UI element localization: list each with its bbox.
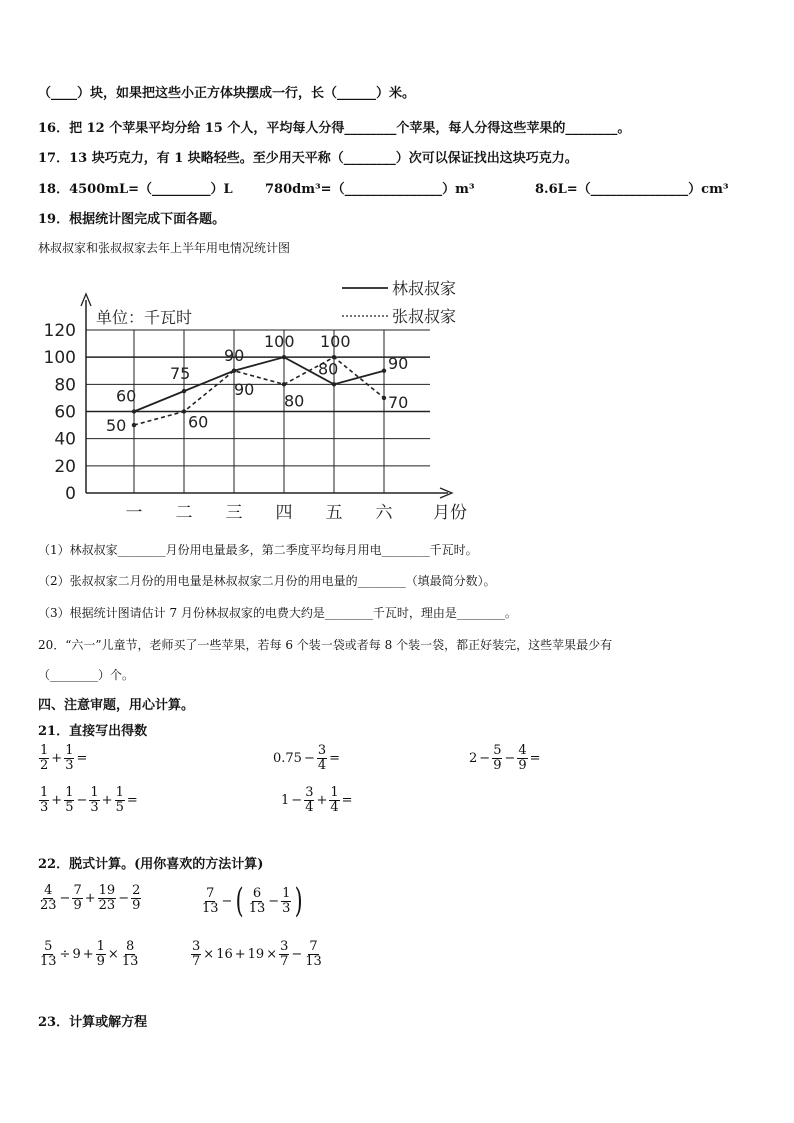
number: 16 — [216, 946, 233, 962]
data-label: 75 — [170, 364, 191, 384]
data-point — [282, 382, 286, 386]
operator: − — [59, 890, 71, 906]
question-23: 23．计算或解方程 — [38, 1015, 148, 1030]
number: 2 — [469, 750, 478, 766]
data-label: 60 — [116, 386, 137, 406]
fraction: $\frac{4}{23}$ — [40, 883, 57, 913]
x-tick-label: 六 — [375, 503, 393, 523]
fraction: $\frac{3}{7}$ — [192, 939, 201, 969]
fraction: $\frac{3}{7}$ — [280, 939, 289, 969]
x-tick-label: 二 — [175, 503, 193, 523]
fraction: $\frac{3}{4}$ — [317, 743, 327, 773]
number: 0.75 — [273, 750, 302, 766]
question-22: 22．脱式计算。(用你喜欢的方法计算) — [38, 857, 264, 872]
q21-expression-b — [272, 744, 341, 772]
unit-label: 单位：千瓦时 — [96, 308, 193, 327]
data-point — [132, 423, 136, 427]
number: 19 — [247, 946, 265, 962]
electricity-line-chart — [30, 268, 490, 528]
parenthesis: ) — [295, 881, 304, 921]
q21-expression-e — [280, 786, 354, 814]
operator: − — [221, 893, 233, 909]
operator: = — [529, 750, 541, 766]
operator: − — [291, 946, 303, 962]
data-point — [232, 369, 236, 373]
q22-expression-b — [200, 881, 306, 921]
fraction: $\frac{6}{13}$ — [248, 885, 266, 916]
fraction: $\frac{1}{3}$ — [90, 785, 99, 815]
data-point — [282, 355, 286, 359]
operator: − — [303, 750, 315, 766]
question-21: 21．直接写出得数 — [38, 724, 148, 739]
data-label: 90 — [388, 353, 409, 373]
fraction: $\frac{1}{9}$ — [96, 939, 105, 969]
data-point — [132, 409, 136, 413]
operator: × — [107, 946, 119, 962]
operator: × — [266, 946, 278, 962]
operator: − — [76, 792, 88, 808]
y-tick-label: 20 — [54, 456, 76, 477]
data-label: 60 — [188, 412, 209, 432]
question-20-line-2: （________）个。 — [38, 668, 135, 682]
operator: = — [126, 792, 138, 808]
x-axis-title: 月份 — [433, 503, 467, 523]
data-label: 80 — [284, 391, 305, 411]
fraction: $\frac{19}{23}$ — [98, 883, 116, 913]
operator: + — [51, 750, 63, 766]
data-point — [182, 409, 186, 413]
question-18-part-a: 18．4500mL=（_________）L — [38, 182, 233, 197]
y-tick-label: 100 — [43, 348, 76, 369]
section-four-heading: 四、注意审题，用心计算。 — [38, 698, 195, 713]
operator: = — [329, 750, 341, 766]
operator: + — [316, 792, 328, 808]
fraction: $\frac{1}{5}$ — [65, 785, 74, 815]
fraction: $\frac{1}{5}$ — [115, 785, 124, 815]
fraction: $\frac{1}{3}$ — [40, 785, 49, 815]
y-tick-label: 0 — [65, 484, 76, 504]
y-tick-label: 40 — [54, 429, 76, 450]
question-18-part-c: 8.6L=（_______________）cm³ — [535, 182, 729, 197]
fraction: $\frac{1}{2}$ — [40, 743, 49, 773]
legend-label: 林叔叔家 — [392, 279, 457, 298]
question-16: 16．把 12 个苹果平均分给 15 个人，平均每人分得________个苹果，每人分得这些苹果的________。 — [38, 121, 631, 136]
operator: + — [51, 792, 63, 808]
q15-continuation: （____）块，如果把这些小正方体块摆成一行，长（______）米。 — [38, 86, 416, 101]
operator: − — [118, 890, 130, 906]
q21-expression-a — [38, 744, 88, 772]
fraction: $\frac{7}{13}$ — [305, 939, 322, 969]
y-tick-label: 80 — [54, 375, 76, 396]
q22-expression-c — [38, 940, 140, 968]
data-point — [182, 389, 186, 393]
operator: − — [268, 893, 280, 909]
question-17: 17．13 块巧克力，有 1 块略轻些。至少用天平称（________）次可以保证找出这块巧克力。 — [38, 151, 578, 166]
data-label: 80 — [318, 359, 339, 379]
fraction: $\frac{1}{3}$ — [282, 885, 291, 916]
operator: × — [203, 946, 215, 962]
fraction: $\frac{5}{13}$ — [40, 939, 57, 969]
q21-expression-d — [38, 786, 139, 814]
data-point — [382, 369, 386, 373]
operator: − — [479, 750, 491, 766]
fraction: $\frac{3}{4}$ — [305, 785, 314, 815]
x-tick-label: 三 — [225, 503, 243, 523]
operator: + — [84, 890, 96, 906]
x-tick-label: 一 — [125, 503, 143, 523]
operator: = — [76, 750, 88, 766]
q21-expression-c — [468, 744, 542, 772]
y-tick-label: 60 — [54, 402, 76, 423]
data-point — [382, 396, 386, 400]
data-label: 90 — [234, 379, 255, 399]
question-19-2: （2）张叔叔家二月份的用电量是林叔叔家二月份的用电量的________（填最简分数）。 — [38, 574, 496, 588]
operator: = — [341, 792, 353, 808]
data-label: 100 — [264, 332, 295, 352]
fraction: $\frac{1}{4}$ — [330, 785, 339, 815]
number: 9 — [72, 946, 81, 962]
fraction: $\frac{5}{9}$ — [493, 743, 502, 773]
operator: + — [234, 946, 246, 962]
data-label: 50 — [106, 416, 127, 436]
data-label: 100 — [320, 332, 351, 352]
legend-label: 张叔叔家 — [392, 307, 457, 326]
operator: − — [291, 792, 303, 808]
q22-expression-d — [190, 940, 324, 968]
parenthesis: ( — [236, 881, 245, 921]
fraction: $\frac{4}{9}$ — [518, 743, 527, 773]
question-19-1: （1）林叔叔家________月份用电量最多，第二季度平均每月用电________千瓦时。 — [38, 543, 478, 557]
question-19-3: （3）根据统计图请估计 7 月份林叔叔家的电费大约是________千瓦时，理由是________。 — [38, 606, 517, 620]
fraction: $\frac{8}{13}$ — [121, 939, 139, 969]
x-tick-label: 四 — [275, 503, 293, 523]
operator: − — [504, 750, 516, 766]
data-label: 70 — [388, 392, 409, 412]
data-point — [332, 382, 336, 386]
q22-expression-a — [38, 884, 142, 912]
number: 1 — [281, 792, 290, 808]
fraction: $\frac{2}{9}$ — [132, 883, 141, 913]
fraction: $\frac{7}{13}$ — [202, 885, 219, 916]
fraction: $\frac{1}{3}$ — [65, 743, 74, 773]
y-tick-label: 120 — [43, 321, 76, 341]
x-tick-label: 五 — [325, 503, 343, 523]
operator: + — [101, 792, 113, 808]
data-point — [332, 355, 336, 359]
question-19: 19．根据统计图完成下面各题。 — [38, 212, 226, 227]
operator: ÷ — [59, 946, 71, 962]
chart-title: 林叔叔家和张叔叔家去年上半年用电情况统计图 — [38, 241, 291, 255]
operator: + — [82, 946, 94, 962]
fraction: $\frac{7}{9}$ — [73, 883, 82, 913]
data-label: 90 — [224, 345, 245, 365]
question-20-line-1: 20．“六一”儿童节，老师买了一些苹果，若每 6 个装一袋或者每 8 个装一袋，都正好装完，这些苹果最少有 — [38, 638, 613, 652]
question-18-part-b: 780dm³=（_______________）m³ — [265, 182, 475, 197]
